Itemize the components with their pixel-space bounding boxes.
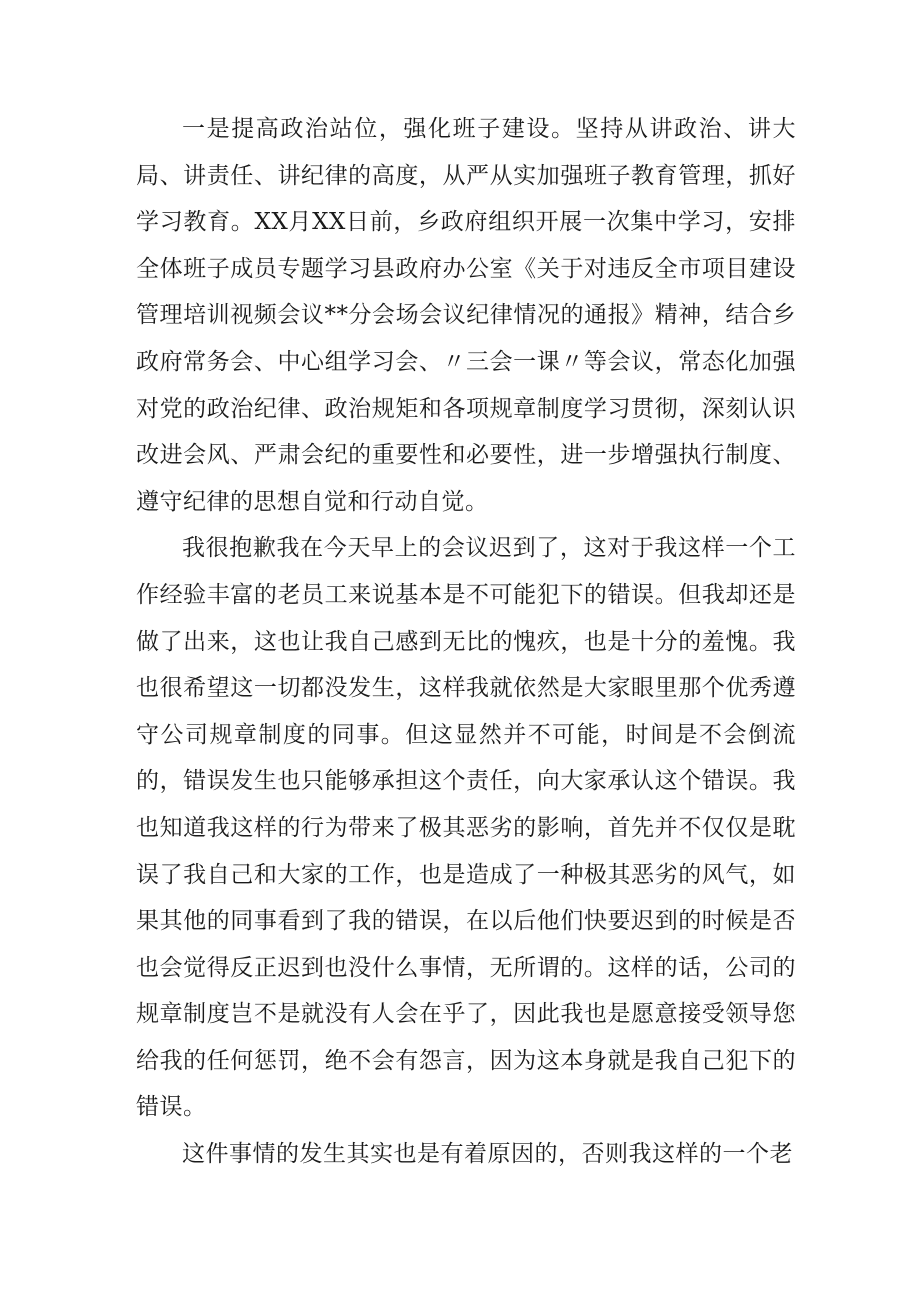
- paragraph-2: 我很抱歉我在今天早上的会议迟到了，这对于我这样一个工作经验丰富的老员工来说基本是不可能犯下的错误。但我却还是做了出来，这也让我自己感到无比的愧疚，也是十分的羞愧。我也很希望这一切都没发生，这样我就依然是大家眼里那个优秀遵守公司规章制度的同事。但这显然并不可能，时间是不会倒流的，错误发生也只能够承担这个责任，向大家承认这个错误。我也知道我这样的行为带来了极其恶劣的影响，首先并不仅仅是耽误了我自己和大家的工作，也是造成了一种极其恶劣的风气，如果其他的同事看到了我的错误，在以后他们快要迟到的时候是否也会觉得反正迟到也没什么事情，无所谓的。这样的话，公司的规章制度岂不是就没有人会在乎了，因此我也是愿意接受领导您给我的任何惩罚，绝不会有怨言，因为这本身就是我自己犯下的错误。: [136, 535, 796, 1121]
- paragraph-1: 一是提高政治站位，强化班子建设。坚持从讲政治、讲大局、讲责任、讲纪律的高度，从严从实加强班子教育管理，抓好学习教育。XX月XX日前，乡政府组织开展一次集中学习，安排全体班子成员专题学习县政府办公室《关于对违反全市项目建设管理培训视频会议**分会场会议纪律情况的通报》精神，结合乡政府常务会、中心组学习会、〃三会一课〃等会议，常态化加强对党的政治纪律、政治规矩和各项规章制度学习贯彻，深刻认识改进会风、严肃会纪的重要性和必要性，进一步增强执行制度、遵守纪律的思想自觉和行动自觉。: [136, 116, 796, 515]
- document-body: [136, 106, 796, 1178]
- paragraph-3: 这件事情的发生其实也是有着原因的，否则我这样的一个老: [182, 1141, 793, 1168]
